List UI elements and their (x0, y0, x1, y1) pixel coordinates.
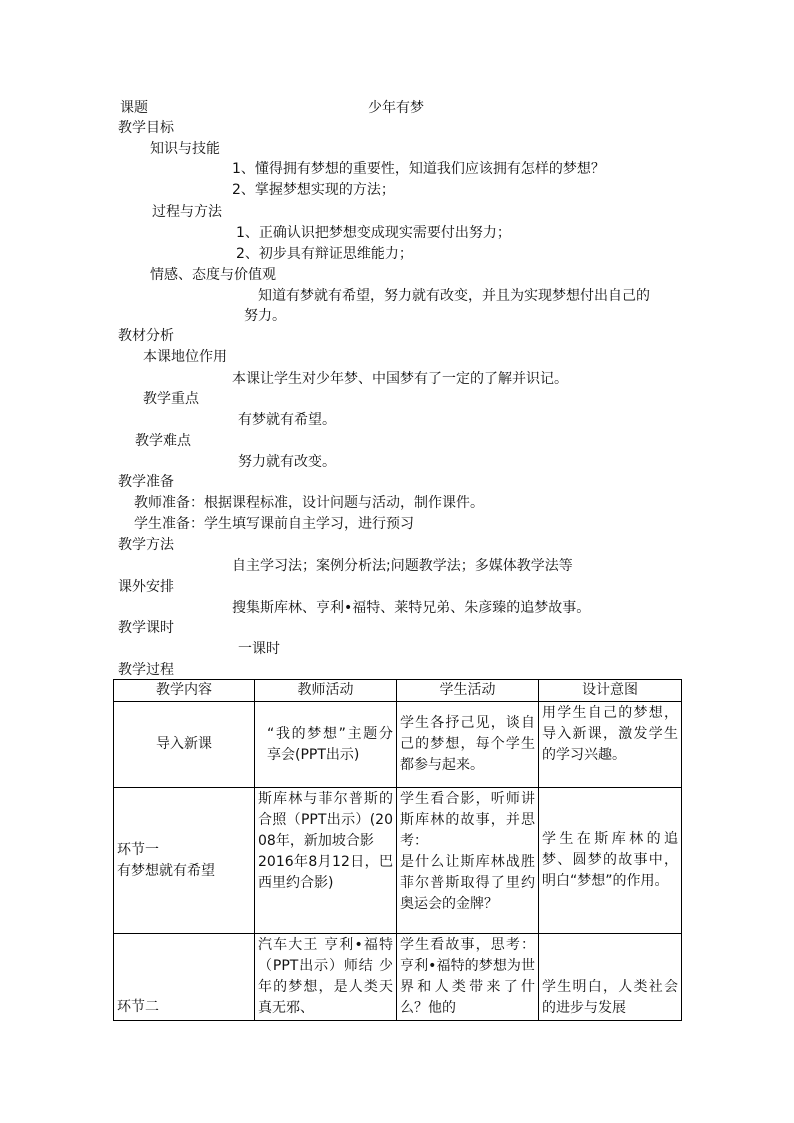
emotion-text: 知道有梦就有希望，努力就有改变，并且为实现梦想付出自己的努力。 (244, 288, 650, 324)
extracurricular-text: 搜集斯库林、亨利•福特、莱特兄弟、朱彦臻的追梦故事。 (232, 600, 591, 616)
cell-intent: 用学生自己的梦想，导入新课，激发学生的学习兴趣。 (539, 702, 682, 788)
difficulty-text: 努力就有改变。 (238, 454, 336, 470)
teaching-process-table (113, 679, 682, 1021)
position-text: 本课让学生对少年梦、中国梦有了一定的了解并识记。 (232, 371, 568, 387)
position-label: 本课地位作用 (143, 349, 227, 365)
emotion-label: 情感、态度与价值观 (150, 267, 276, 283)
cell-intent: 学生明白，人类社会的进步与发展 (539, 934, 682, 1021)
cell-teacher: “我的梦想”主题分享会(PPT出示) (255, 702, 397, 788)
key-point-label: 教学重点 (143, 391, 199, 407)
cell-intent: 学生在斯库林的追梦、圆梦的故事中，明白“梦想”的作用。 (539, 788, 682, 934)
column-header-intent: 设计意图 (539, 680, 682, 702)
lesson-title: 少年有梦 (368, 100, 424, 116)
objectives-heading: 教学目标 (118, 120, 174, 136)
cell-student: 学生看故事，思考：亨利•福特的梦想为世界和人类带来了什么？他的 (397, 934, 539, 1021)
teacher-preparation: 教师准备：根据课程标准，设计问题与活动，制作课件。 (134, 495, 484, 511)
cell-content: 导入新课 (114, 702, 255, 788)
column-header-student: 学生活动 (397, 680, 539, 702)
table-row (114, 788, 682, 934)
cell-teacher: 汽车大王 亨利•福特（PPT出示）师结 少年的梦想，是人类天真无邪、 (255, 934, 397, 1021)
cell-content: 环节一 有梦想就有希望 (114, 788, 255, 934)
cell-teacher: 斯库林与菲尔普斯的合照（PPT出示）(2008年，新加坡合影 2016年8月12日，巴西里约合影) (255, 788, 397, 934)
knowledge-label: 知识与技能 (150, 141, 220, 157)
knowledge-item-2: 2、掌握梦想实现的方法； (232, 182, 395, 198)
process-item-1: 1、正确认识把梦想变成现实需要付出努力； (236, 225, 511, 241)
hours-heading: 教学课时 (118, 620, 174, 636)
lesson-label: 课题 (120, 100, 148, 116)
column-header-content: 教学内容 (114, 680, 255, 702)
key-point-text: 有梦就有希望。 (238, 412, 336, 428)
table-row (114, 934, 682, 1021)
table-header-row (114, 680, 682, 702)
process-label: 过程与方法 (152, 204, 222, 220)
methods-heading: 教学方法 (118, 537, 174, 553)
cell-content: 环节二 (114, 934, 255, 1021)
cell-student: 学生看合影，听师讲斯库林的故事，并思考： 是什么让斯库林战胜菲尔普斯取得了里约奥运会的金牌？ (397, 788, 539, 934)
process-table-heading: 教学过程 (118, 662, 174, 678)
hours-text: 一课时 (238, 641, 280, 657)
analysis-heading: 教材分析 (118, 328, 174, 344)
methods-text: 自主学习法；案例分析法;问题教学法；多媒体教学法等 (232, 558, 573, 574)
difficulty-label: 教学难点 (135, 433, 191, 449)
table-row (114, 702, 682, 788)
extracurricular-heading: 课外安排 (118, 579, 174, 595)
student-preparation: 学生准备：学生填写课前自主学习，进行预习 (134, 516, 414, 532)
preparation-heading: 教学准备 (118, 474, 174, 490)
process-item-2: 2、初步具有辩证思维能力； (236, 246, 413, 262)
knowledge-item-1: 1、懂得拥有梦想的重要性，知道我们应该拥有怎样的梦想？ (232, 161, 605, 177)
column-header-teacher: 教师活动 (255, 680, 397, 702)
cell-student: 学生各抒己见，谈自己的梦想，每个学生都参与起来。 (397, 702, 539, 788)
